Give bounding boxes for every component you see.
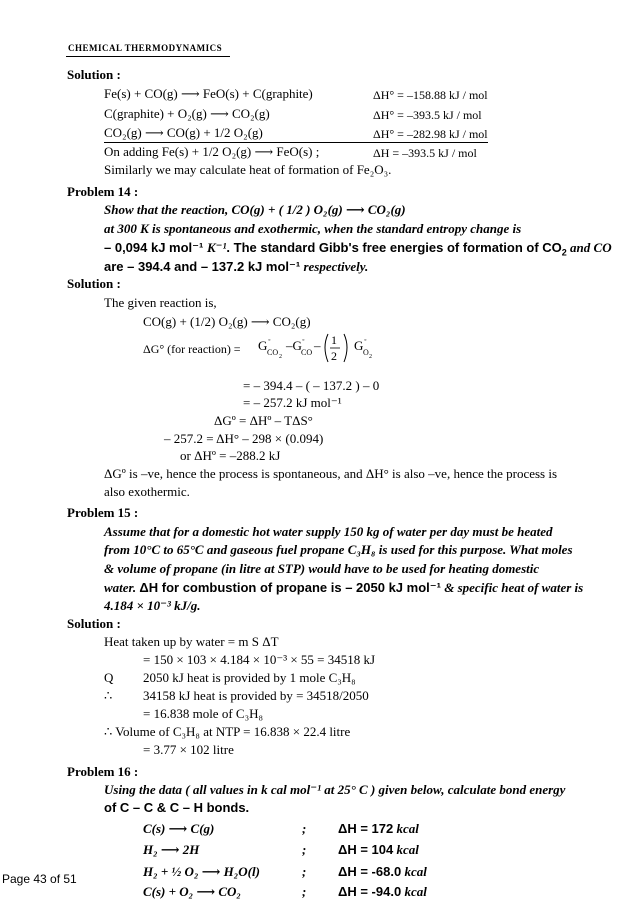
problem-text: 4.184 × 10⁻³ kJ/g. [104, 598, 201, 613]
conclusion-text: ΔGº is –ve, hence the process is spontaneous, and ΔH° is also –ve, hence the process is [104, 466, 558, 481]
svg-text:G: G [354, 338, 364, 353]
problem-text: . The standard Gibb's free energies of formation of CO [226, 240, 562, 255]
gibbs-formula-graphic [258, 328, 388, 366]
separator: ; [302, 821, 307, 836]
calculation-step: – 257.2 = ΔH° – 298 × (0.094) [164, 431, 324, 446]
reaction-line: CO₂(g) ⟶ CO(g) + 1/2 O₂(g) [104, 125, 263, 140]
svg-text:–: – [314, 338, 321, 353]
enthalpy-value: ΔH = 104 [338, 842, 394, 857]
calculation-step: 2050 kJ heat is provided by 1 mole C₃H₈ [143, 670, 356, 685]
enthalpy-value: ΔH = –393.5 kJ / mol [373, 146, 477, 160]
because-symbol: Q [104, 670, 114, 685]
calculation-step: = 150 × 103 × 4.184 × 10⁻³ × 55 = 34518 kJ [143, 652, 376, 667]
reaction-line: C(s) + O₂ ⟶ CO₂ [143, 884, 241, 899]
enthalpy-value: ΔH° = –158.88 kJ / mol [373, 88, 488, 102]
calculation-step: ∴ Volume of C₃H₈ at NTP = 16.838 × 22.4 litre [104, 724, 351, 739]
unit-label: kcal [393, 842, 419, 857]
enthalpy-value: ΔH = 172 [338, 821, 394, 836]
problem-text-line [104, 240, 612, 258]
svg-text:2: 2 [369, 354, 372, 360]
problem-text: Show that the reaction, CO(g) + ( 1/2 ) O₂(g) ⟶ CO₂(g) [104, 202, 406, 217]
solution-heading: Solution : [67, 616, 121, 631]
problem-text: are – 394.4 and – 137.2 kJ mol⁻¹ [104, 259, 301, 274]
subscript: 2 [561, 247, 567, 258]
problem-text: respectively. [300, 259, 369, 274]
svg-text:–G: –G [286, 338, 302, 353]
problem-text: & specific heat of water is [440, 580, 584, 595]
enthalpy-value-line [338, 884, 427, 900]
svg-text:1: 1 [331, 333, 337, 347]
enthalpy-value: ΔH = -68.0 [338, 864, 402, 879]
problem-text: for combustion of propane is – 2050 kJ mol⁻¹ [158, 580, 441, 595]
problem-text: & volume of propane (in litre at STP) would have to be used for heating domestic [104, 561, 540, 576]
problem-text: from 10°C to 65°C and gaseous fuel propane C₃H₈ is used for this purpose. What moles [104, 542, 573, 557]
calculation-step: = 3.77 × 102 litre [143, 742, 234, 757]
problem-text: and CO [566, 240, 612, 255]
solution-heading: Solution : [67, 67, 121, 82]
enthalpy-value: ΔH° = –393.5 kJ / mol [373, 108, 482, 122]
problem-text: – 0,094 kJ mol⁻¹ [104, 240, 207, 255]
running-header: CHEMICAL THERMODYNAMICS [68, 43, 223, 53]
problem-heading: Problem 14 : [67, 184, 139, 199]
svg-text:◦: ◦ [364, 336, 367, 344]
svg-text:O: O [363, 348, 369, 357]
enthalpy-value: ΔH = -94.0 [338, 884, 402, 899]
svg-text:2: 2 [331, 349, 337, 363]
calculation-step: = – 257.2 kJ mol⁻¹ [243, 395, 342, 410]
reaction-line: C(s) ⟶ C(g) [143, 821, 215, 836]
calculation-step: ΔGº = ΔHº – TΔS° [214, 413, 313, 428]
conclusion-text: Similarly we may calculate heat of formation of Fe₂O₃. [104, 162, 392, 177]
enthalpy-value: ΔH° = –282.98 kJ / mol [373, 127, 488, 141]
svg-text:◦: ◦ [302, 336, 305, 344]
calculation-step: Heat taken up by water = m S ΔT [104, 634, 279, 649]
svg-text:CO: CO [267, 348, 279, 357]
svg-text:2: 2 [279, 354, 282, 360]
unit-label: kcal [401, 884, 427, 899]
solution-heading: Solution : [67, 276, 121, 291]
problem-text-line [104, 580, 583, 596]
separator: ; [302, 842, 307, 857]
problem-text: Assume that for a domestic hot water supply 150 kg of water per day must be heated [104, 524, 553, 539]
separator: ; [302, 884, 307, 899]
unit-label: kcal [401, 864, 427, 879]
page-number: Page 43 of 51 [2, 872, 77, 886]
reaction-line: On adding Fe(s) + 1/2 O₂(g) ⟶ FeO(s) ; [104, 144, 320, 159]
reaction-line: Fe(s) + CO(g) ⟶ FeO(s) + C(graphite) [104, 86, 313, 101]
calculation-step: or ΔHº = –288.2 kJ [180, 448, 281, 463]
enthalpy-value-line [338, 842, 419, 858]
enthalpy-value-line [338, 821, 419, 837]
problem-text: of C – C & C – H bonds. [104, 800, 250, 815]
problem-text: K⁻¹ [206, 240, 227, 255]
gibbs-equation-rhs [258, 328, 388, 366]
reaction-line: C(graphite) + O₂(g) ⟶ CO₂(g) [104, 106, 270, 121]
problem-heading: Problem 15 : [67, 505, 139, 520]
unit-label: kcal [393, 821, 419, 836]
enthalpy-value-line [338, 864, 427, 880]
problem-heading: Problem 16 : [67, 764, 139, 779]
enthalpy-symbol: ΔH [139, 580, 159, 595]
svg-text:◦: ◦ [268, 336, 271, 344]
solution-text: The given reaction is, [104, 295, 217, 310]
reaction-line: CO(g) + (1/2) O₂(g) ⟶ CO₂(g) [143, 314, 311, 329]
svg-text:CO: CO [301, 348, 313, 357]
header-rule [66, 56, 230, 57]
problem-text: water. [104, 580, 140, 595]
svg-text:G: G [258, 338, 268, 353]
therefore-symbol: ∴ [104, 688, 113, 703]
conclusion-text: also exothermic. [104, 484, 190, 499]
calculation-step: = – 394.4 – ( – 137.2 ) – 0 [243, 378, 380, 393]
reaction-line: H₂ + ½ O₂ ⟶ H₂O(l) [143, 864, 260, 879]
sum-rule [104, 142, 488, 143]
problem-text: Using the data ( all values in k cal mol⁻¹ at 25° C ) given below, calculate bond energy [104, 782, 566, 797]
gibbs-equation-lhs: ΔG° (for reaction) = [143, 342, 241, 356]
separator: ; [302, 864, 307, 879]
problem-text-line [104, 259, 368, 275]
calculation-step: 34158 kJ heat is provided by = 34518/2050 [143, 688, 369, 703]
calculation-step: = 16.838 mole of C₃H₈ [143, 706, 264, 721]
problem-text: at 300 K is spontaneous and exothermic, when the standard entropy change is [104, 221, 522, 236]
reaction-line: H₂ ⟶ 2H [143, 842, 200, 857]
